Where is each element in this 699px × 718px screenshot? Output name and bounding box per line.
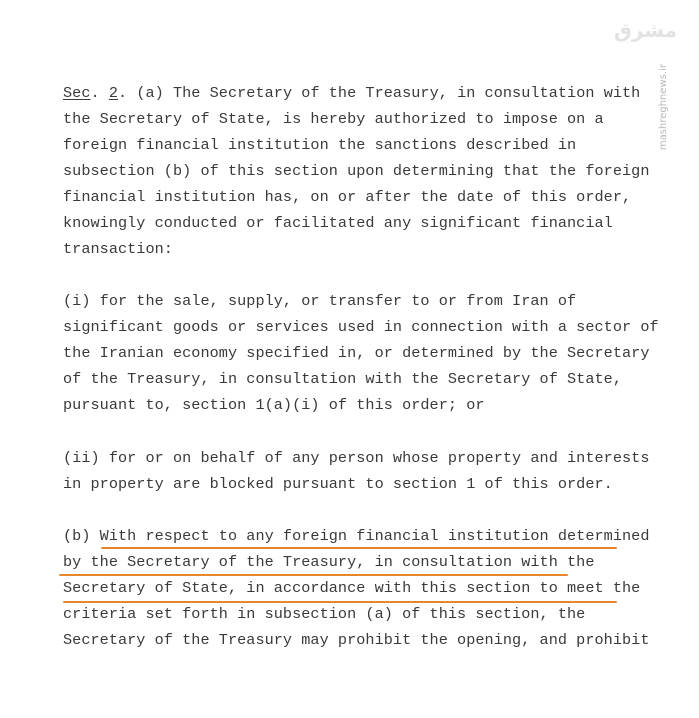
text-line: subsection (b) of this section upon determining that the foreign (63, 162, 650, 180)
text-line: foreign financial institution the sanctions described in (63, 136, 577, 154)
highlight-underline (101, 547, 617, 549)
text-line: in property are blocked pursuant to section 1 of this order. (63, 475, 613, 493)
text-line: Secretary of State, in accordance with this section to meet the (63, 579, 641, 597)
text-line: criteria set forth in subsection (a) of this section, the (63, 605, 586, 623)
text-line: by the Secretary of the Treasury, in consultation with the (63, 553, 595, 571)
text-line: (i) for the sale, supply, or transfer to or from Iran of (63, 292, 577, 310)
text-line: transaction: (63, 240, 173, 258)
text-line: (ii) for or on behalf of any person whose property and interests (63, 449, 650, 467)
text-line: the Secretary of State, is hereby authorized to impose on a (63, 110, 604, 128)
paragraph-a-ii (63, 445, 673, 497)
highlight-underline (59, 574, 568, 576)
highlight-underline (63, 601, 617, 603)
sec-number: 2 (108, 84, 118, 102)
watermark-url: mashreghnews.ir (658, 64, 669, 151)
sec-separator: . (90, 84, 109, 102)
text-line: the Iranian economy specified in, or determined by the Secretary (63, 344, 650, 362)
text-line: (b) With respect to any foreign financial institution determined (63, 527, 650, 545)
text-line: significant goods or services used in connection with a sector of (63, 318, 659, 336)
sec-line-rest: . (a) The Secretary of the Treasury, in consultation with (118, 84, 641, 102)
paragraph-sec2-a (63, 80, 673, 262)
text-line: financial institution has, on or after the date of this order, (63, 188, 632, 206)
text-line: knowingly conducted or facilitated any significant financial (63, 214, 613, 232)
text-line: Secretary of the Treasury may prohibit the opening, and prohibit (63, 631, 650, 649)
paragraph-a-i (63, 288, 673, 418)
text-line: of the Treasury, in consultation with the Secretary of State, (63, 370, 623, 388)
sec-label: Sec (63, 84, 91, 102)
watermark-logo: مشرق (613, 18, 677, 42)
text-line: pursuant to, section 1(a)(i) of this order; or (63, 396, 485, 414)
paragraph-b (63, 523, 673, 653)
text-line (63, 80, 673, 106)
